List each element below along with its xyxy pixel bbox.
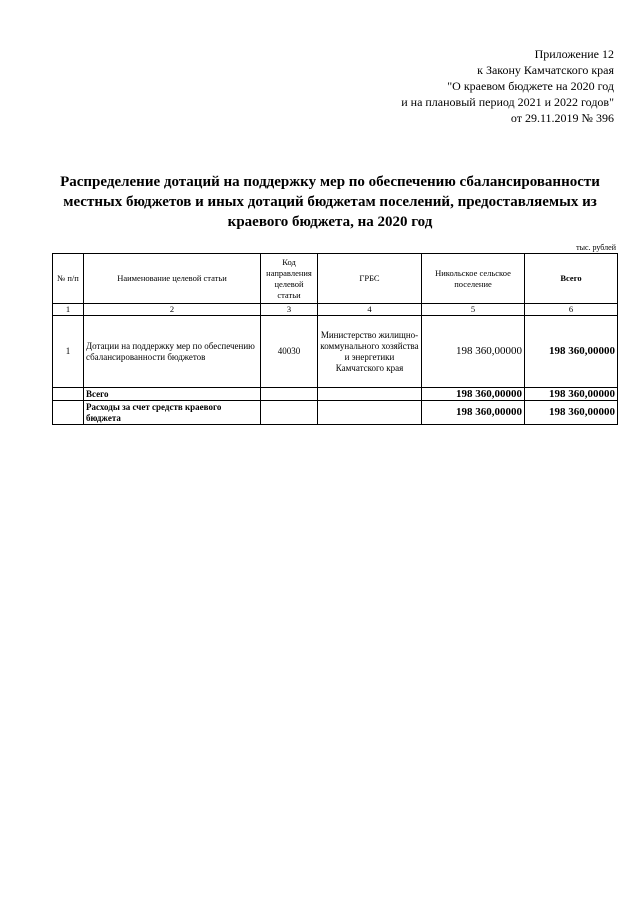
total-settlement-amount: 198 360,00000 (422, 388, 525, 401)
row-grbs: Министерство жилищно-коммунального хозяйства и энергетики Камчатского края (318, 316, 422, 388)
expenses-settlement-amount: 198 360,00000 (422, 401, 525, 425)
empty-cell (318, 401, 422, 425)
appendix-line: к Закону Камчатского края (477, 63, 614, 77)
title-line: местных бюджетов и иных дотаций бюджетам поселений, предоставляемых из (63, 194, 597, 210)
table-row (53, 316, 618, 388)
column-number: 3 (261, 304, 318, 316)
row-num: 1 (53, 316, 84, 388)
distribution-table (52, 253, 618, 425)
appendix-line: от 29.11.2019 № 396 (510, 111, 614, 125)
title-line: краевого бюджета, на 2020 год (227, 214, 433, 230)
empty-cell (53, 388, 84, 401)
column-number: 6 (525, 304, 618, 316)
expenses-row (53, 401, 618, 425)
appendix-header (401, 46, 614, 126)
header-name: Наименование целевой статьи (84, 254, 261, 304)
column-number: 4 (318, 304, 422, 316)
appendix-line: Приложение 12 (534, 47, 614, 61)
column-number: 1 (53, 304, 84, 316)
empty-cell (261, 388, 318, 401)
expenses-total-amount: 198 360,00000 (525, 401, 618, 425)
row-name: Дотации на поддержку мер по обеспечению сбалансированности бюджетов (84, 316, 261, 388)
appendix-line: "О краевом бюджете на 2020 год (447, 79, 614, 93)
total-amount: 198 360,00000 (525, 388, 618, 401)
column-number: 2 (84, 304, 261, 316)
row-code: 40030 (261, 316, 318, 388)
header-grbs: ГРБС (318, 254, 422, 304)
units-label: тыс. рублей (576, 243, 616, 252)
total-row (53, 388, 618, 401)
table-header-row (53, 254, 618, 304)
appendix-line: и на плановый период 2021 и 2022 годов" (401, 95, 614, 109)
empty-cell (261, 401, 318, 425)
total-label: Всего (84, 388, 261, 401)
document-title (40, 172, 620, 232)
header-total: Всего (525, 254, 618, 304)
empty-cell (318, 388, 422, 401)
column-number: 5 (422, 304, 525, 316)
header-num: № п/п (53, 254, 84, 304)
empty-cell (53, 401, 84, 425)
column-number-row (53, 304, 618, 316)
header-code: Код направления целевой статьи (261, 254, 318, 304)
expenses-label: Расходы за счет средств краевого бюджета (84, 401, 261, 425)
title-line: Распределение дотаций на поддержку мер по обеспечению сбалансированности (60, 174, 600, 190)
row-total-amount: 198 360,00000 (525, 316, 618, 388)
row-settlement-amount: 198 360,00000 (422, 316, 525, 388)
header-settlement: Никольское сельское поселение (422, 254, 525, 304)
